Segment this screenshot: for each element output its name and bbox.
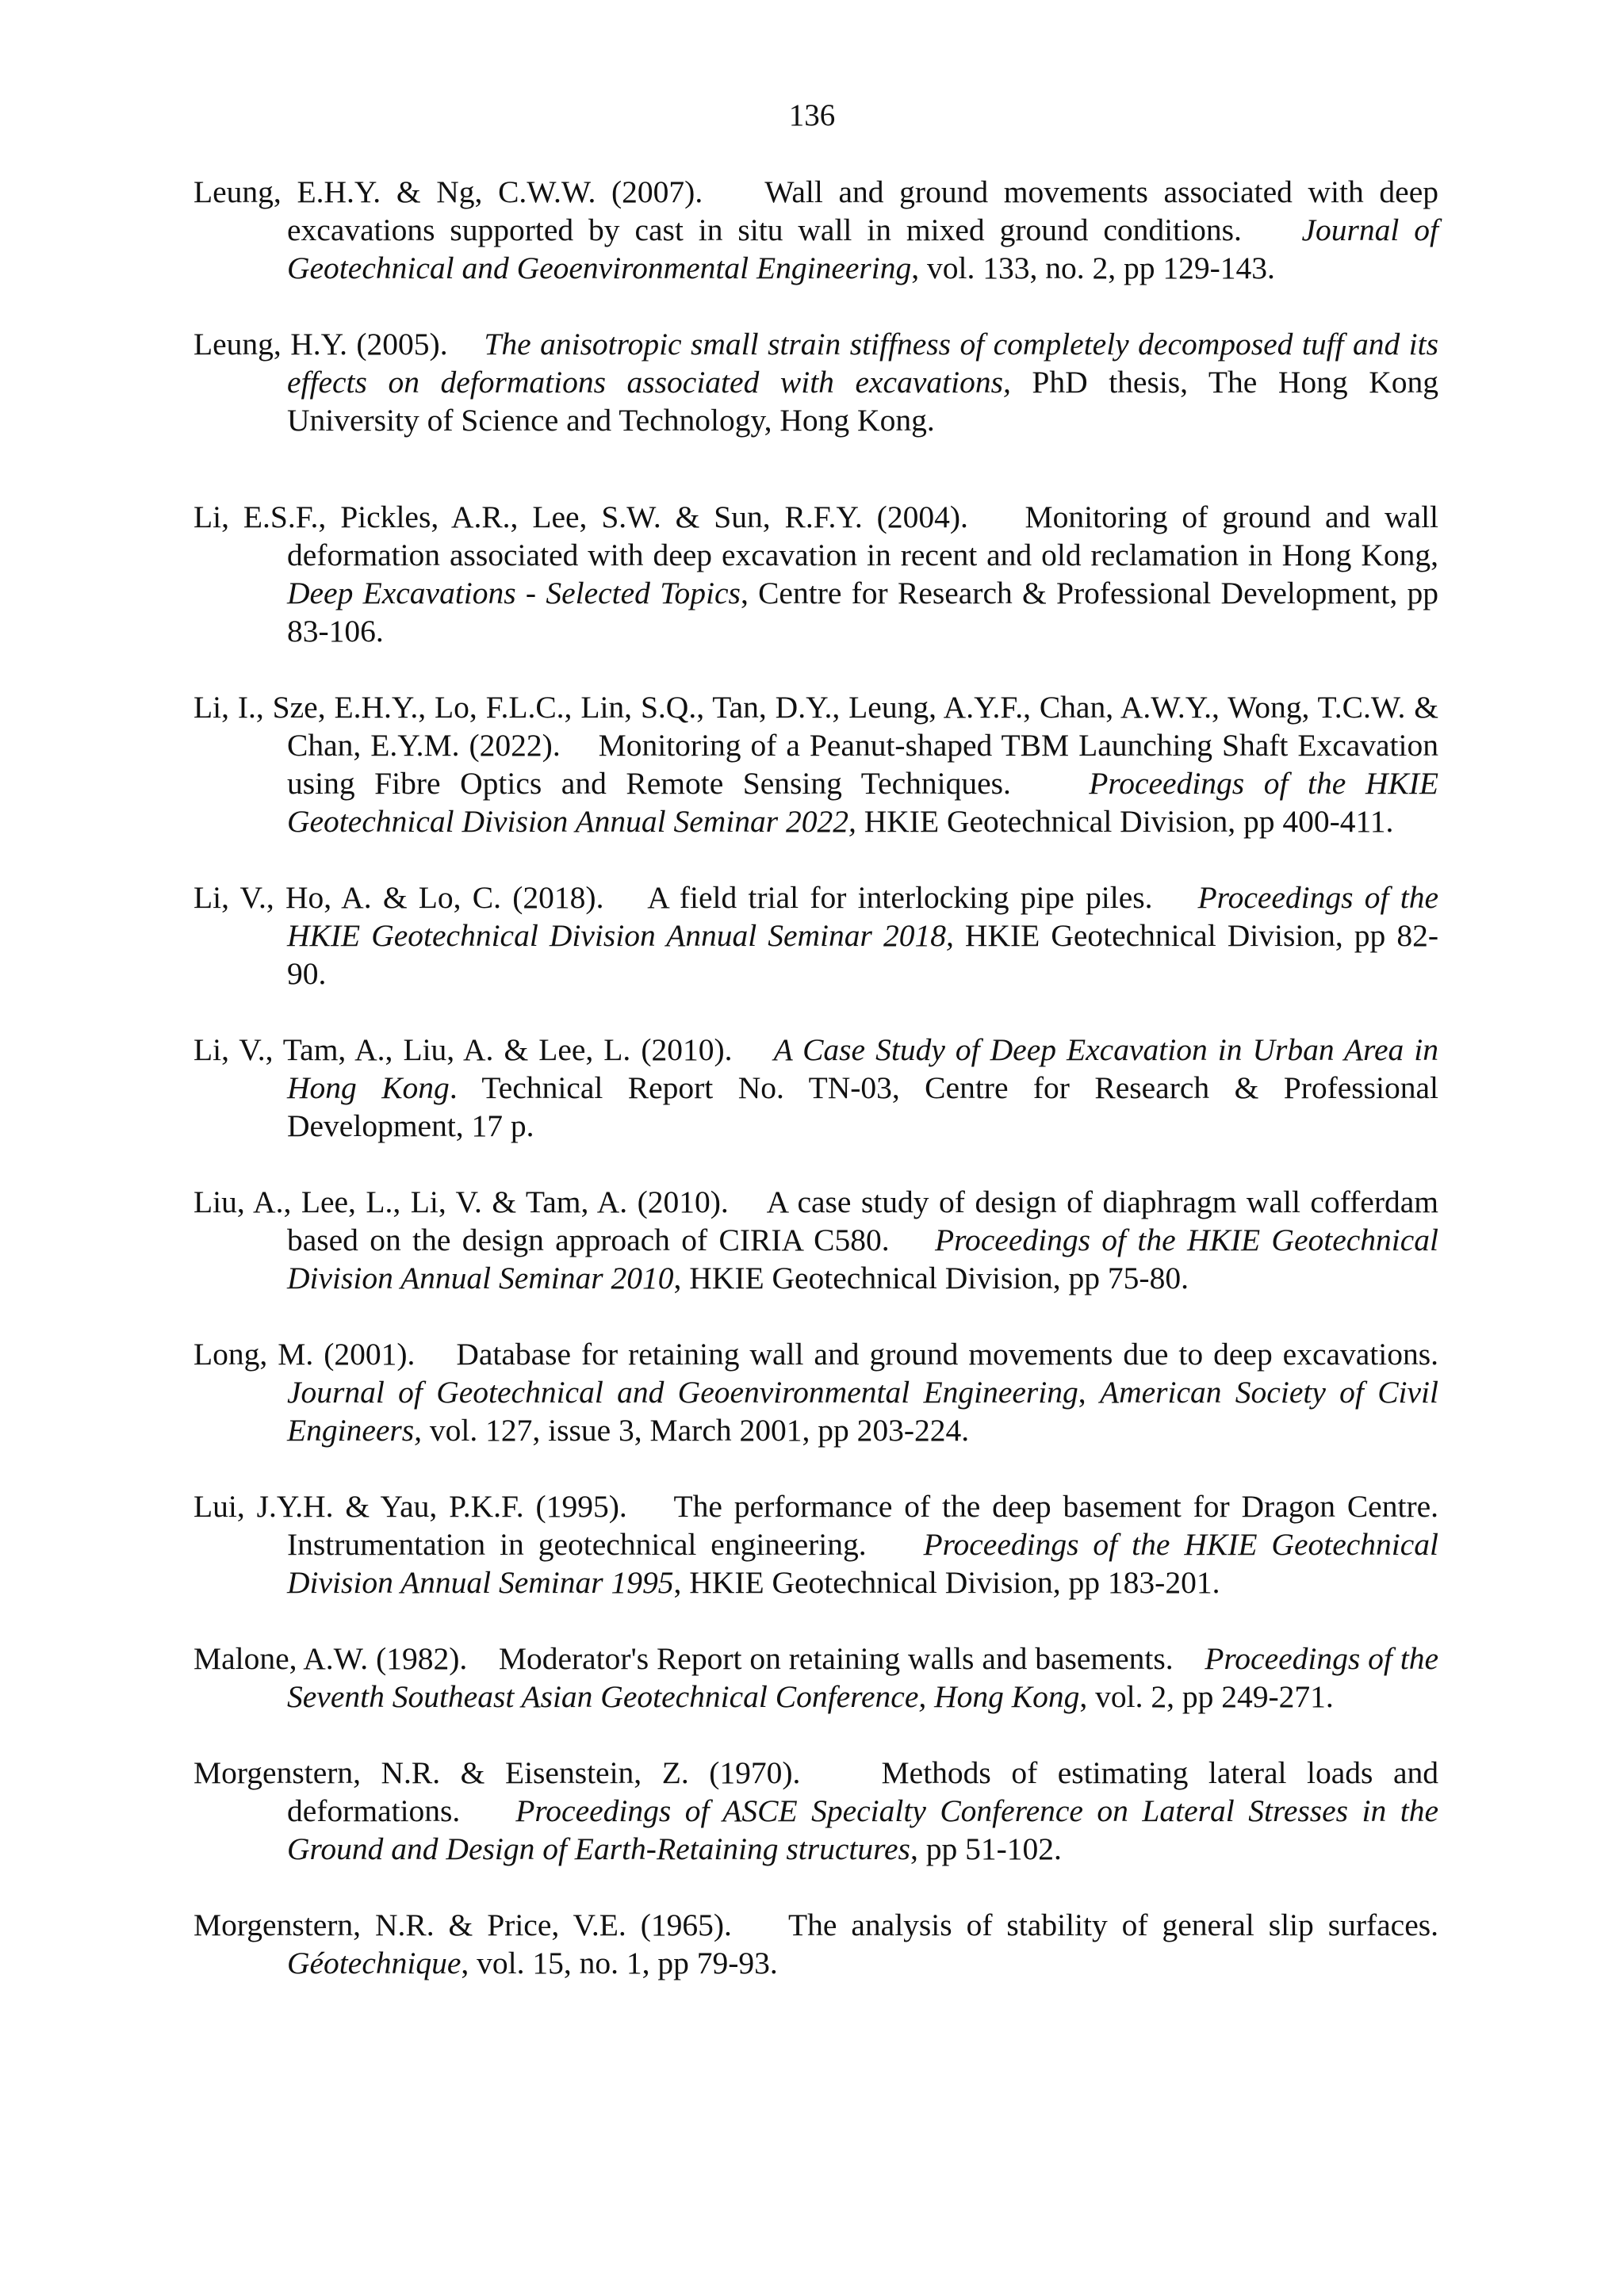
reference-title: A field trial for interlocking pipe piles. (647, 880, 1153, 915)
reference-title: Methods of estimating lateral loads and deformations. (287, 1755, 1438, 1828)
reference-details: , (1078, 1375, 1100, 1410)
reference-title: Monitoring of a Peanut-shaped TBM Launching Shaft Excavation using Fibre Optics and Remote Sensing Techniques. (287, 728, 1439, 801)
reference-title: Wall and ground movements associated with deep excavations supported by cast in situ wall in mixed ground conditions. (287, 174, 1438, 247)
reference-details: HKIE Geotechnical Division, pp 82-90. (287, 918, 1438, 991)
reference-source: Proceedings of the Seventh Southeast Asian Geotechnical Conference, Hong Kong (287, 1641, 1439, 1714)
reference-authors: Long, M. (2001). (193, 1337, 416, 1372)
reference-title: Database for retaining wall and ground movements due to deep excavations. (456, 1337, 1438, 1372)
reference-title: A case study of design of diaphragm wall cofferdam based on the design approach of CIRIA C580. (287, 1184, 1439, 1257)
reference-authors: Liu, A., Lee, L., Li, V. & Tam, A. (2010). (193, 1184, 729, 1219)
reference-entry (193, 325, 1438, 439)
reference-entry (193, 173, 1438, 287)
reference-details: , vol. 2, pp 249-271. (1079, 1679, 1334, 1714)
reference-details: . Technical Report No. TN-03, Centre for Research & Professional Development, 17 p. (287, 1070, 1439, 1143)
reference-title: The performance of the deep basement for Dragon Centre. Instrumentation in geotechnical engineering. (287, 1489, 1439, 1562)
reference-details: , HKIE Geotechnical Division, pp 183-201. (673, 1565, 1220, 1600)
reference-title: Monitoring of ground and wall deformation associated with deep excavation in recent and old reclamation in Hong Kong, (287, 499, 1439, 572)
reference-source: Géotechnique (287, 1946, 462, 1980)
reference-source: Proceedings of the HKIE Geotechnical Division Annual Seminar 2010 (287, 1223, 1439, 1295)
reference-entry (193, 878, 1438, 993)
reference-source: Proceedings of the HKIE Geotechnical Division Annual Seminar 2022, (287, 766, 1438, 839)
reference-details: , pp 51-102. (910, 1831, 1062, 1866)
reference-details: , vol. 15, no. 1, pp 79-93. (461, 1946, 778, 1980)
reference-authors: Morgenstern, N.R. & Eisenstein, Z. (1970). (193, 1755, 801, 1790)
reference-source: Proceedings of the HKIE Geotechnical Division Annual Seminar 2018, (287, 880, 1438, 953)
reference-details: vol. 127, issue 3, March 2001, pp 203-224. (422, 1413, 970, 1448)
reference-source: A Case Study of Deep Excavation in Urban Area in Hong Kong (287, 1032, 1439, 1105)
reference-authors: Li, E.S.F., Pickles, A.R., Lee, S.W. & Sun, R.F.Y. (2004). (193, 499, 968, 534)
reference-details: HKIE Geotechnical Division, pp 400-411. (856, 804, 1394, 839)
reference-authors: Morgenstern, N.R. & Price, V.E. (1965). (193, 1908, 732, 1942)
reference-entry (193, 1906, 1438, 1982)
reference-source: Journal of Geotechnical and Geoenvironmental Engineering (287, 212, 1438, 285)
reference-authors: Malone, A.W. (1982). (193, 1641, 468, 1676)
reference-source: Journal of Geotechnical and Geoenvironmental Engineering (287, 1375, 1078, 1410)
reference-source: Deep Excavations - Selected Topics (287, 576, 741, 610)
reference-entry (193, 1335, 1438, 1449)
reference-details: , HKIE Geotechnical Division, pp 75-80. (673, 1261, 1189, 1295)
reference-entry (193, 1640, 1438, 1716)
reference-authors: Li, V., Ho, A. & Lo, C. (2018). (193, 880, 604, 915)
reference-authors: Li, V., Tam, A., Liu, A. & Lee, L. (2010). (193, 1032, 733, 1067)
reference-list (193, 173, 1438, 2020)
page-number: 136 (788, 98, 836, 132)
reference-source: Proceedings of the HKIE Geotechnical Division Annual Seminar 1995 (287, 1527, 1439, 1600)
reference-source-publisher: American Society of Civil Engineers, (287, 1375, 1438, 1448)
reference-source: The anisotropic small strain stiffness of completely decomposed tuff and its effects on deformations associated with excavations, (287, 327, 1438, 400)
reference-authors: Lui, J.Y.H. & Yau, P.K.F. (1995). (193, 1489, 627, 1524)
reference-authors: Leung, E.H.Y. & Ng, C.W.W. (2007). (193, 174, 703, 209)
reference-entry (193, 1183, 1438, 1297)
reference-entry (193, 1487, 1438, 1601)
reference-title: Moderator's Report on retaining walls and basements. (498, 1641, 1174, 1676)
reference-details: PhD thesis, The Hong Kong University of Science and Technology, Hong Kong. (287, 365, 1438, 438)
reference-entry (193, 1031, 1438, 1145)
reference-authors: Leung, H.Y. (2005). (193, 327, 448, 362)
reference-details: , vol. 133, no. 2, pp 129-143. (911, 251, 1275, 285)
reference-entry (193, 688, 1438, 840)
reference-entry (193, 498, 1438, 650)
reference-authors: Li, I., Sze, E.H.Y., Lo, F.L.C., Lin, S.Q., Tan, D.Y., Leung, A.Y.F., Chan, A.W.Y., Wong, T.C.W. & Chan, E.Y.M. (2022). (193, 690, 1438, 763)
reference-source: Proceedings of ASCE Specialty Conference on Lateral Stresses in the Ground and Design of Earth-Retaining structures (287, 1793, 1439, 1866)
reference-details: , Centre for Research & Professional Development, pp 83-106. (287, 576, 1438, 649)
reference-entry (193, 1754, 1438, 1868)
reference-title: The analysis of stability of general slip surfaces. (788, 1908, 1438, 1942)
